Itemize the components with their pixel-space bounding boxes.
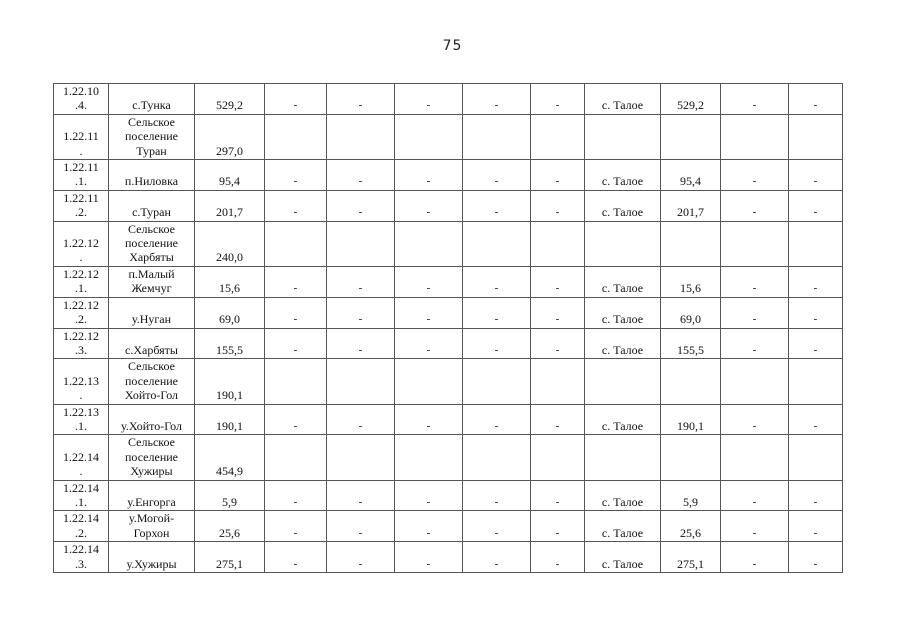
table-row <box>54 190 843 221</box>
dash-cell: - <box>531 404 585 435</box>
table-body <box>54 84 843 573</box>
table-row <box>54 221 843 266</box>
dash-cell: - <box>395 480 463 511</box>
dash-cell: - <box>327 297 395 328</box>
value-cell: 155,5 <box>195 328 265 359</box>
code-cell: 1.22.11 . <box>54 114 109 159</box>
dash-cell: - <box>531 328 585 359</box>
table-row <box>54 404 843 435</box>
dash-cell: - <box>789 84 843 115</box>
dash-cell: - <box>395 542 463 573</box>
name-cell: Сельское поселение Хужиры <box>109 435 195 480</box>
destination-cell: с. Талое <box>585 297 661 328</box>
dash-cell: - <box>721 297 789 328</box>
code-cell: 1.22.12 .2. <box>54 297 109 328</box>
dash-cell: - <box>327 160 395 191</box>
table-row <box>54 511 843 542</box>
dash-cell <box>789 359 843 404</box>
table-row <box>54 114 843 159</box>
dash-cell: - <box>327 511 395 542</box>
dash-cell: - <box>327 480 395 511</box>
value2-cell: 529,2 <box>661 84 721 115</box>
dash-cell <box>789 114 843 159</box>
destination-cell: с. Талое <box>585 328 661 359</box>
name-cell: Сельское поселение Хойто-Гол <box>109 359 195 404</box>
table-row <box>54 328 843 359</box>
value2-cell: 95,4 <box>661 160 721 191</box>
destination-cell: с. Талое <box>585 511 661 542</box>
dash-cell: - <box>265 542 327 573</box>
value2-cell: 5,9 <box>661 480 721 511</box>
dash-cell: - <box>463 404 531 435</box>
value2-cell <box>661 359 721 404</box>
dash-cell: - <box>531 480 585 511</box>
destination-cell: с. Талое <box>585 480 661 511</box>
dash-cell: - <box>721 511 789 542</box>
name-cell: у.Могой- Горхон <box>109 511 195 542</box>
dash-cell <box>463 114 531 159</box>
dash-cell <box>265 114 327 159</box>
dash-cell <box>463 359 531 404</box>
dash-cell: - <box>789 480 843 511</box>
code-cell: 1.22.12 .1. <box>54 266 109 297</box>
value-cell: 529,2 <box>195 84 265 115</box>
dash-cell: - <box>531 511 585 542</box>
destination-cell: с. Талое <box>585 190 661 221</box>
dash-cell <box>463 435 531 480</box>
dash-cell <box>531 435 585 480</box>
code-cell: 1.22.10 .4. <box>54 84 109 115</box>
dash-cell: - <box>721 404 789 435</box>
dash-cell: - <box>395 160 463 191</box>
dash-cell <box>265 221 327 266</box>
dash-cell: - <box>721 480 789 511</box>
dash-cell: - <box>531 84 585 115</box>
dash-cell: - <box>265 297 327 328</box>
page-number: 75 <box>442 38 463 54</box>
dash-cell: - <box>265 328 327 359</box>
dash-cell: - <box>395 328 463 359</box>
destination-cell: с. Талое <box>585 542 661 573</box>
dash-cell <box>327 114 395 159</box>
code-cell: 1.22.14 .2. <box>54 511 109 542</box>
dash-cell: - <box>463 542 531 573</box>
dash-cell: - <box>265 160 327 191</box>
dash-cell: - <box>327 404 395 435</box>
dash-cell: - <box>265 404 327 435</box>
dash-cell: - <box>721 160 789 191</box>
destination-cell <box>585 114 661 159</box>
dash-cell: - <box>265 511 327 542</box>
dash-cell: - <box>721 328 789 359</box>
name-cell: Сельское поселение Туран <box>109 114 195 159</box>
dash-cell <box>531 359 585 404</box>
dash-cell: - <box>463 84 531 115</box>
dash-cell <box>721 221 789 266</box>
data-table <box>53 83 843 573</box>
table-row <box>54 359 843 404</box>
value-cell: 297,0 <box>195 114 265 159</box>
value-cell: 5,9 <box>195 480 265 511</box>
value-cell: 69,0 <box>195 297 265 328</box>
name-cell: п.Ниловка <box>109 160 195 191</box>
dash-cell: - <box>531 297 585 328</box>
dash-cell: - <box>395 190 463 221</box>
dash-cell <box>395 435 463 480</box>
code-cell: 1.22.14 .3. <box>54 542 109 573</box>
dash-cell <box>265 435 327 480</box>
dash-cell: - <box>463 160 531 191</box>
dash-cell <box>395 359 463 404</box>
name-cell: с.Тунка <box>109 84 195 115</box>
destination-cell <box>585 359 661 404</box>
dash-cell: - <box>721 542 789 573</box>
code-cell: 1.22.14 . <box>54 435 109 480</box>
value-cell: 201,7 <box>195 190 265 221</box>
dash-cell: - <box>789 511 843 542</box>
dash-cell: - <box>463 328 531 359</box>
dash-cell: - <box>531 542 585 573</box>
dash-cell: - <box>721 84 789 115</box>
dash-cell <box>265 359 327 404</box>
dash-cell <box>395 221 463 266</box>
code-cell: 1.22.13 .1. <box>54 404 109 435</box>
code-cell: 1.22.11 .2. <box>54 190 109 221</box>
dash-cell: - <box>463 511 531 542</box>
dash-cell <box>531 221 585 266</box>
name-cell: у.Хужиры <box>109 542 195 573</box>
value-cell: 25,6 <box>195 511 265 542</box>
dash-cell: - <box>395 266 463 297</box>
name-cell: Сельское поселение Харбяты <box>109 221 195 266</box>
dash-cell: - <box>265 266 327 297</box>
value-cell: 275,1 <box>195 542 265 573</box>
value-cell: 190,1 <box>195 404 265 435</box>
code-cell: 1.22.12 .3. <box>54 328 109 359</box>
name-cell: п.Малый Жемчуг <box>109 266 195 297</box>
value-cell: 454,9 <box>195 435 265 480</box>
dash-cell <box>789 435 843 480</box>
table-row <box>54 160 843 191</box>
name-cell: с.Туран <box>109 190 195 221</box>
dash-cell <box>327 435 395 480</box>
dash-cell: - <box>395 404 463 435</box>
dash-cell: - <box>395 297 463 328</box>
name-cell: у.Енгорга <box>109 480 195 511</box>
table-row <box>54 435 843 480</box>
value-cell: 95,4 <box>195 160 265 191</box>
dash-cell: - <box>327 328 395 359</box>
value2-cell: 201,7 <box>661 190 721 221</box>
dash-cell: - <box>265 84 327 115</box>
name-cell: у.Хойто-Гол <box>109 404 195 435</box>
value2-cell <box>661 221 721 266</box>
dash-cell <box>327 221 395 266</box>
dash-cell: - <box>789 328 843 359</box>
value2-cell <box>661 435 721 480</box>
code-cell: 1.22.14 .1. <box>54 480 109 511</box>
dash-cell: - <box>531 160 585 191</box>
dash-cell <box>531 114 585 159</box>
value-cell: 190,1 <box>195 359 265 404</box>
dash-cell: - <box>265 480 327 511</box>
dash-cell: - <box>327 266 395 297</box>
destination-cell: с. Талое <box>585 84 661 115</box>
dash-cell: - <box>789 266 843 297</box>
dash-cell: - <box>327 542 395 573</box>
table-row <box>54 480 843 511</box>
dash-cell: - <box>789 404 843 435</box>
dash-cell: - <box>789 542 843 573</box>
dash-cell: - <box>721 266 789 297</box>
value2-cell: 25,6 <box>661 511 721 542</box>
dash-cell: - <box>463 190 531 221</box>
dash-cell: - <box>463 266 531 297</box>
value2-cell: 190,1 <box>661 404 721 435</box>
table-row <box>54 297 843 328</box>
destination-cell: с. Талое <box>585 266 661 297</box>
dash-cell: - <box>789 297 843 328</box>
destination-cell <box>585 435 661 480</box>
value2-cell: 15,6 <box>661 266 721 297</box>
dash-cell <box>721 359 789 404</box>
code-cell: 1.22.12 . <box>54 221 109 266</box>
value2-cell <box>661 114 721 159</box>
dash-cell <box>395 114 463 159</box>
dash-cell <box>789 221 843 266</box>
code-cell: 1.22.11 .1. <box>54 160 109 191</box>
table-row <box>54 84 843 115</box>
table-row <box>54 542 843 573</box>
dash-cell: - <box>531 266 585 297</box>
value2-cell: 69,0 <box>661 297 721 328</box>
dash-cell <box>463 221 531 266</box>
value2-cell: 275,1 <box>661 542 721 573</box>
dash-cell <box>327 359 395 404</box>
dash-cell: - <box>395 84 463 115</box>
dash-cell: - <box>327 84 395 115</box>
destination-cell: с. Талое <box>585 160 661 191</box>
dash-cell: - <box>463 480 531 511</box>
name-cell: у.Нуган <box>109 297 195 328</box>
value-cell: 240,0 <box>195 221 265 266</box>
dash-cell: - <box>463 297 531 328</box>
dash-cell <box>721 114 789 159</box>
table-row <box>54 266 843 297</box>
dash-cell: - <box>327 190 395 221</box>
dash-cell: - <box>531 190 585 221</box>
dash-cell: - <box>789 160 843 191</box>
dash-cell: - <box>721 190 789 221</box>
dash-cell: - <box>265 190 327 221</box>
value-cell: 15,6 <box>195 266 265 297</box>
destination-cell <box>585 221 661 266</box>
code-cell: 1.22.13 . <box>54 359 109 404</box>
dash-cell: - <box>395 511 463 542</box>
destination-cell: с. Талое <box>585 404 661 435</box>
dash-cell <box>721 435 789 480</box>
value2-cell: 155,5 <box>661 328 721 359</box>
name-cell: с.Харбяты <box>109 328 195 359</box>
dash-cell: - <box>789 190 843 221</box>
